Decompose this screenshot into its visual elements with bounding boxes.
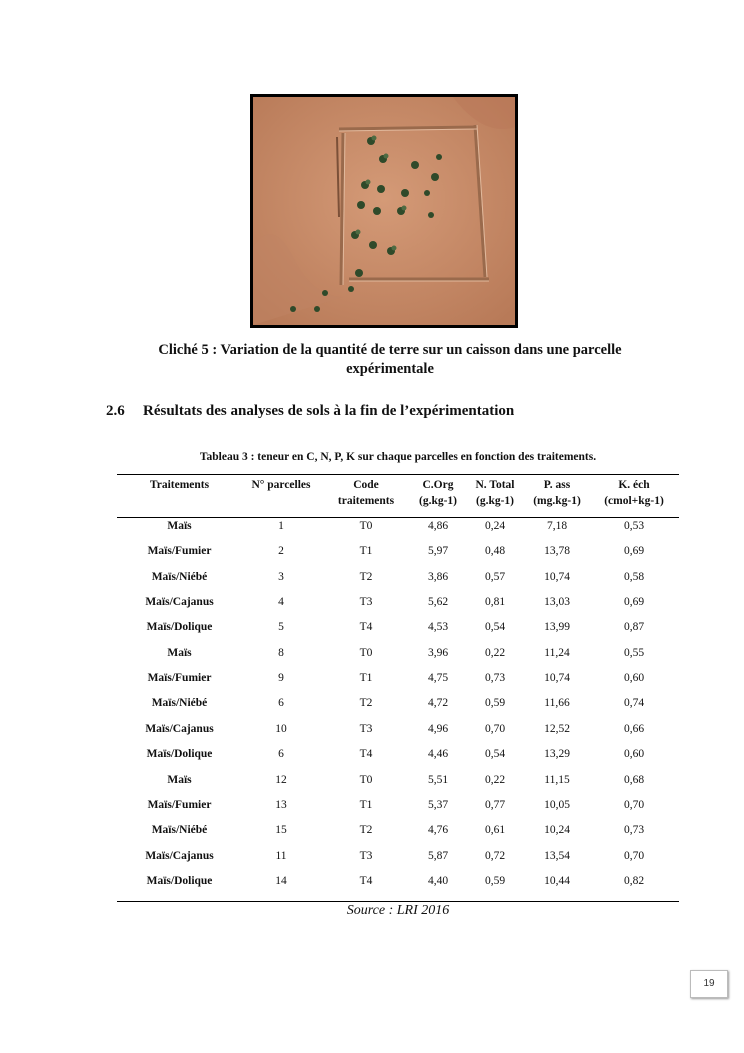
cell-kech: 0,53 <box>623 520 645 532</box>
cell-ntotal: 0,81 <box>484 596 506 609</box>
cell-corg: 5,51 <box>427 773 449 786</box>
cell-parcelle: 6 <box>278 697 284 710</box>
table-row <box>117 596 679 621</box>
cell-ntotal: 0,61 <box>484 824 506 837</box>
header-label: N° parcelles <box>251 479 311 491</box>
cell-corg: 4,86 <box>427 520 449 532</box>
cell-pass: 10,44 <box>544 874 570 887</box>
cell-code: T0 <box>359 520 373 532</box>
cell-parcelle: 2 <box>278 545 284 558</box>
cell-pass: 11,15 <box>544 773 570 786</box>
cell-corg: 4,40 <box>427 874 449 887</box>
cell-code: T4 <box>359 748 373 761</box>
cell-corg: 4,46 <box>427 748 449 761</box>
cell-pass: 10,05 <box>544 798 570 811</box>
table-row <box>117 774 679 799</box>
cell-ntotal: 0,59 <box>484 874 506 887</box>
cell-traitement: Maïs/Dolique <box>146 874 213 887</box>
cell-kech: 0,60 <box>623 672 645 685</box>
cell-traitement: Maïs/Fumier <box>147 545 212 558</box>
table-row <box>117 571 679 596</box>
cell-corg: 5,62 <box>427 596 449 609</box>
table-row <box>117 875 679 900</box>
table-row <box>117 672 679 697</box>
cell-kech: 0,69 <box>623 545 645 558</box>
cell-ntotal: 0,22 <box>484 646 506 659</box>
cell-traitement: Maïs/Dolique <box>146 621 213 634</box>
cell-traitement: Maïs/Fumier <box>147 798 212 811</box>
cell-code: T3 <box>359 596 373 609</box>
header-traitements <box>127 477 232 493</box>
cell-kech: 0,55 <box>623 646 645 659</box>
table-bottom-rule <box>117 901 679 902</box>
header-parcelles <box>237 477 325 493</box>
cell-traitement: Maïs/Cajanus <box>145 596 214 609</box>
cell-parcelle: 4 <box>278 596 284 609</box>
cell-corg: 4,53 <box>427 621 449 634</box>
cell-code: T0 <box>359 773 373 786</box>
cell-corg: 4,96 <box>427 722 449 735</box>
header-kech <box>596 477 672 509</box>
section-heading <box>106 403 514 420</box>
cell-kech: 0,60 <box>623 748 645 761</box>
cell-pass: 12,52 <box>544 722 570 735</box>
cell-kech: 0,66 <box>623 722 645 735</box>
cell-pass: 11,66 <box>544 697 570 710</box>
cell-ntotal: 0,77 <box>484 798 506 811</box>
cell-parcelle: 1 <box>278 520 284 532</box>
cell-traitement: Maïs <box>167 773 192 786</box>
cell-kech: 0,82 <box>623 874 645 887</box>
plot-photo <box>250 94 518 328</box>
cell-pass: 7,18 <box>546 520 568 532</box>
cell-kech: 0,68 <box>623 773 645 786</box>
cell-code: T3 <box>359 722 373 735</box>
header-corg <box>410 477 466 509</box>
cell-ntotal: 0,59 <box>484 697 506 710</box>
cell-corg: 4,76 <box>427 824 449 837</box>
section-title: Résultats des analyses de sols à la fin de l’expérimentation <box>143 403 515 419</box>
cell-traitement: Maïs/Cajanus <box>145 722 214 735</box>
cell-code: T3 <box>359 849 373 862</box>
table-title: Tableau 3 : teneur en C, N, P, K sur chaque parcelles en fonction des traitements. <box>199 451 597 463</box>
cell-parcelle: 10 <box>275 722 287 735</box>
photo-caption <box>100 341 680 379</box>
cell-parcelle: 9 <box>278 672 284 685</box>
cell-code: T1 <box>359 672 373 685</box>
table-row <box>117 621 679 646</box>
header-sublabel: (mg.kg-1) <box>533 495 581 507</box>
cell-corg: 5,87 <box>427 849 449 862</box>
header-label: Traitements <box>149 479 210 491</box>
header-sublabel: traitements <box>337 495 395 507</box>
cell-pass: 11,24 <box>544 646 570 659</box>
table-row <box>117 723 679 748</box>
header-sublabel: (g.kg-1) <box>475 495 514 507</box>
cell-traitement: Maïs/Niébé <box>151 824 208 837</box>
cell-ntotal: 0,73 <box>484 672 506 685</box>
caption-line-2: expérimentale <box>346 361 434 377</box>
cell-ntotal: 0,54 <box>484 621 506 634</box>
cell-code: T2 <box>359 697 373 710</box>
cell-traitement: Maïs/Fumier <box>147 672 212 685</box>
header-label: K. éch <box>618 479 650 491</box>
cell-code: T1 <box>359 545 373 558</box>
cell-corg: 3,86 <box>427 570 449 583</box>
cell-pass: 13,54 <box>544 849 570 862</box>
table-row <box>117 799 679 824</box>
cell-ntotal: 0,72 <box>484 849 506 862</box>
cell-parcelle: 5 <box>278 621 284 634</box>
table-row <box>117 647 679 672</box>
cell-parcelle: 14 <box>275 874 287 887</box>
cell-parcelle: 15 <box>275 824 287 837</box>
cell-code: T4 <box>359 874 373 887</box>
header-code <box>326 477 406 509</box>
cell-traitement: Maïs <box>167 646 192 659</box>
table-row <box>117 697 679 722</box>
cell-corg: 5,37 <box>427 798 449 811</box>
cell-corg: 5,97 <box>427 545 449 558</box>
cell-pass: 13,78 <box>544 545 570 558</box>
cell-pass: 10,74 <box>544 570 570 583</box>
cell-corg: 4,75 <box>427 672 449 685</box>
cell-code: T1 <box>359 798 373 811</box>
cell-kech: 0,69 <box>623 596 645 609</box>
table-top-rule <box>117 474 679 475</box>
cell-traitement: Maïs/Niébé <box>151 697 208 710</box>
cell-parcelle: 8 <box>278 646 284 659</box>
cell-ntotal: 0,54 <box>484 748 506 761</box>
cell-kech: 0,58 <box>623 570 645 583</box>
header-ntotal <box>467 477 523 509</box>
cell-parcelle: 6 <box>278 748 284 761</box>
header-label: P. ass <box>543 479 571 491</box>
cell-code: T0 <box>359 646 373 659</box>
header-sublabel: (cmol+kg-1) <box>604 495 664 507</box>
header-pass <box>526 477 588 509</box>
cell-kech: 0,87 <box>623 621 645 634</box>
cell-ntotal: 0,22 <box>484 773 506 786</box>
table-row <box>117 520 679 545</box>
cell-pass: 13,29 <box>544 748 570 761</box>
cell-traitement: Maïs/Niébé <box>151 570 208 583</box>
cell-traitement: Maïs <box>167 520 192 532</box>
cell-kech: 0,73 <box>623 824 645 837</box>
cell-corg: 3,96 <box>427 646 449 659</box>
header-label: Code <box>353 479 379 491</box>
cell-traitement: Maïs/Cajanus <box>145 849 214 862</box>
cell-parcelle: 11 <box>275 849 287 862</box>
table-source: Source : LRI 2016 <box>346 903 450 918</box>
cell-code: T2 <box>359 824 373 837</box>
table-row <box>117 850 679 875</box>
cell-kech: 0,70 <box>623 798 645 811</box>
cell-parcelle: 13 <box>275 798 287 811</box>
header-label: N. Total <box>475 479 515 491</box>
cell-ntotal: 0,57 <box>484 570 506 583</box>
cell-pass: 13,99 <box>544 621 570 634</box>
cell-code: T2 <box>359 570 373 583</box>
header-label: C.Org <box>422 479 454 491</box>
table-header-rule <box>117 517 679 518</box>
cell-traitement: Maïs/Dolique <box>146 748 213 761</box>
cell-ntotal: 0,48 <box>484 545 506 558</box>
cell-code: T4 <box>359 621 373 634</box>
cell-parcelle: 3 <box>278 570 284 583</box>
table-row <box>117 824 679 849</box>
table-row <box>117 748 679 773</box>
cell-kech: 0,70 <box>623 849 645 862</box>
soil-field-illustration <box>253 97 515 325</box>
page-number: 19 <box>690 970 728 998</box>
cell-corg: 4,72 <box>427 697 449 710</box>
cell-pass: 10,74 <box>544 672 570 685</box>
cell-ntotal: 0,24 <box>484 520 506 532</box>
cell-pass: 10,24 <box>544 824 570 837</box>
caption-line-1: Cliché 5 : Variation de la quantité de terre sur un caisson dans une parcelle <box>158 342 622 358</box>
table-row <box>117 545 679 570</box>
cell-kech: 0,74 <box>623 697 645 710</box>
cell-parcelle: 12 <box>275 773 287 786</box>
section-number: 2.6 <box>106 403 125 419</box>
cell-ntotal: 0,70 <box>484 722 506 735</box>
header-sublabel: (g.kg-1) <box>418 495 457 507</box>
cell-pass: 13,03 <box>544 596 570 609</box>
